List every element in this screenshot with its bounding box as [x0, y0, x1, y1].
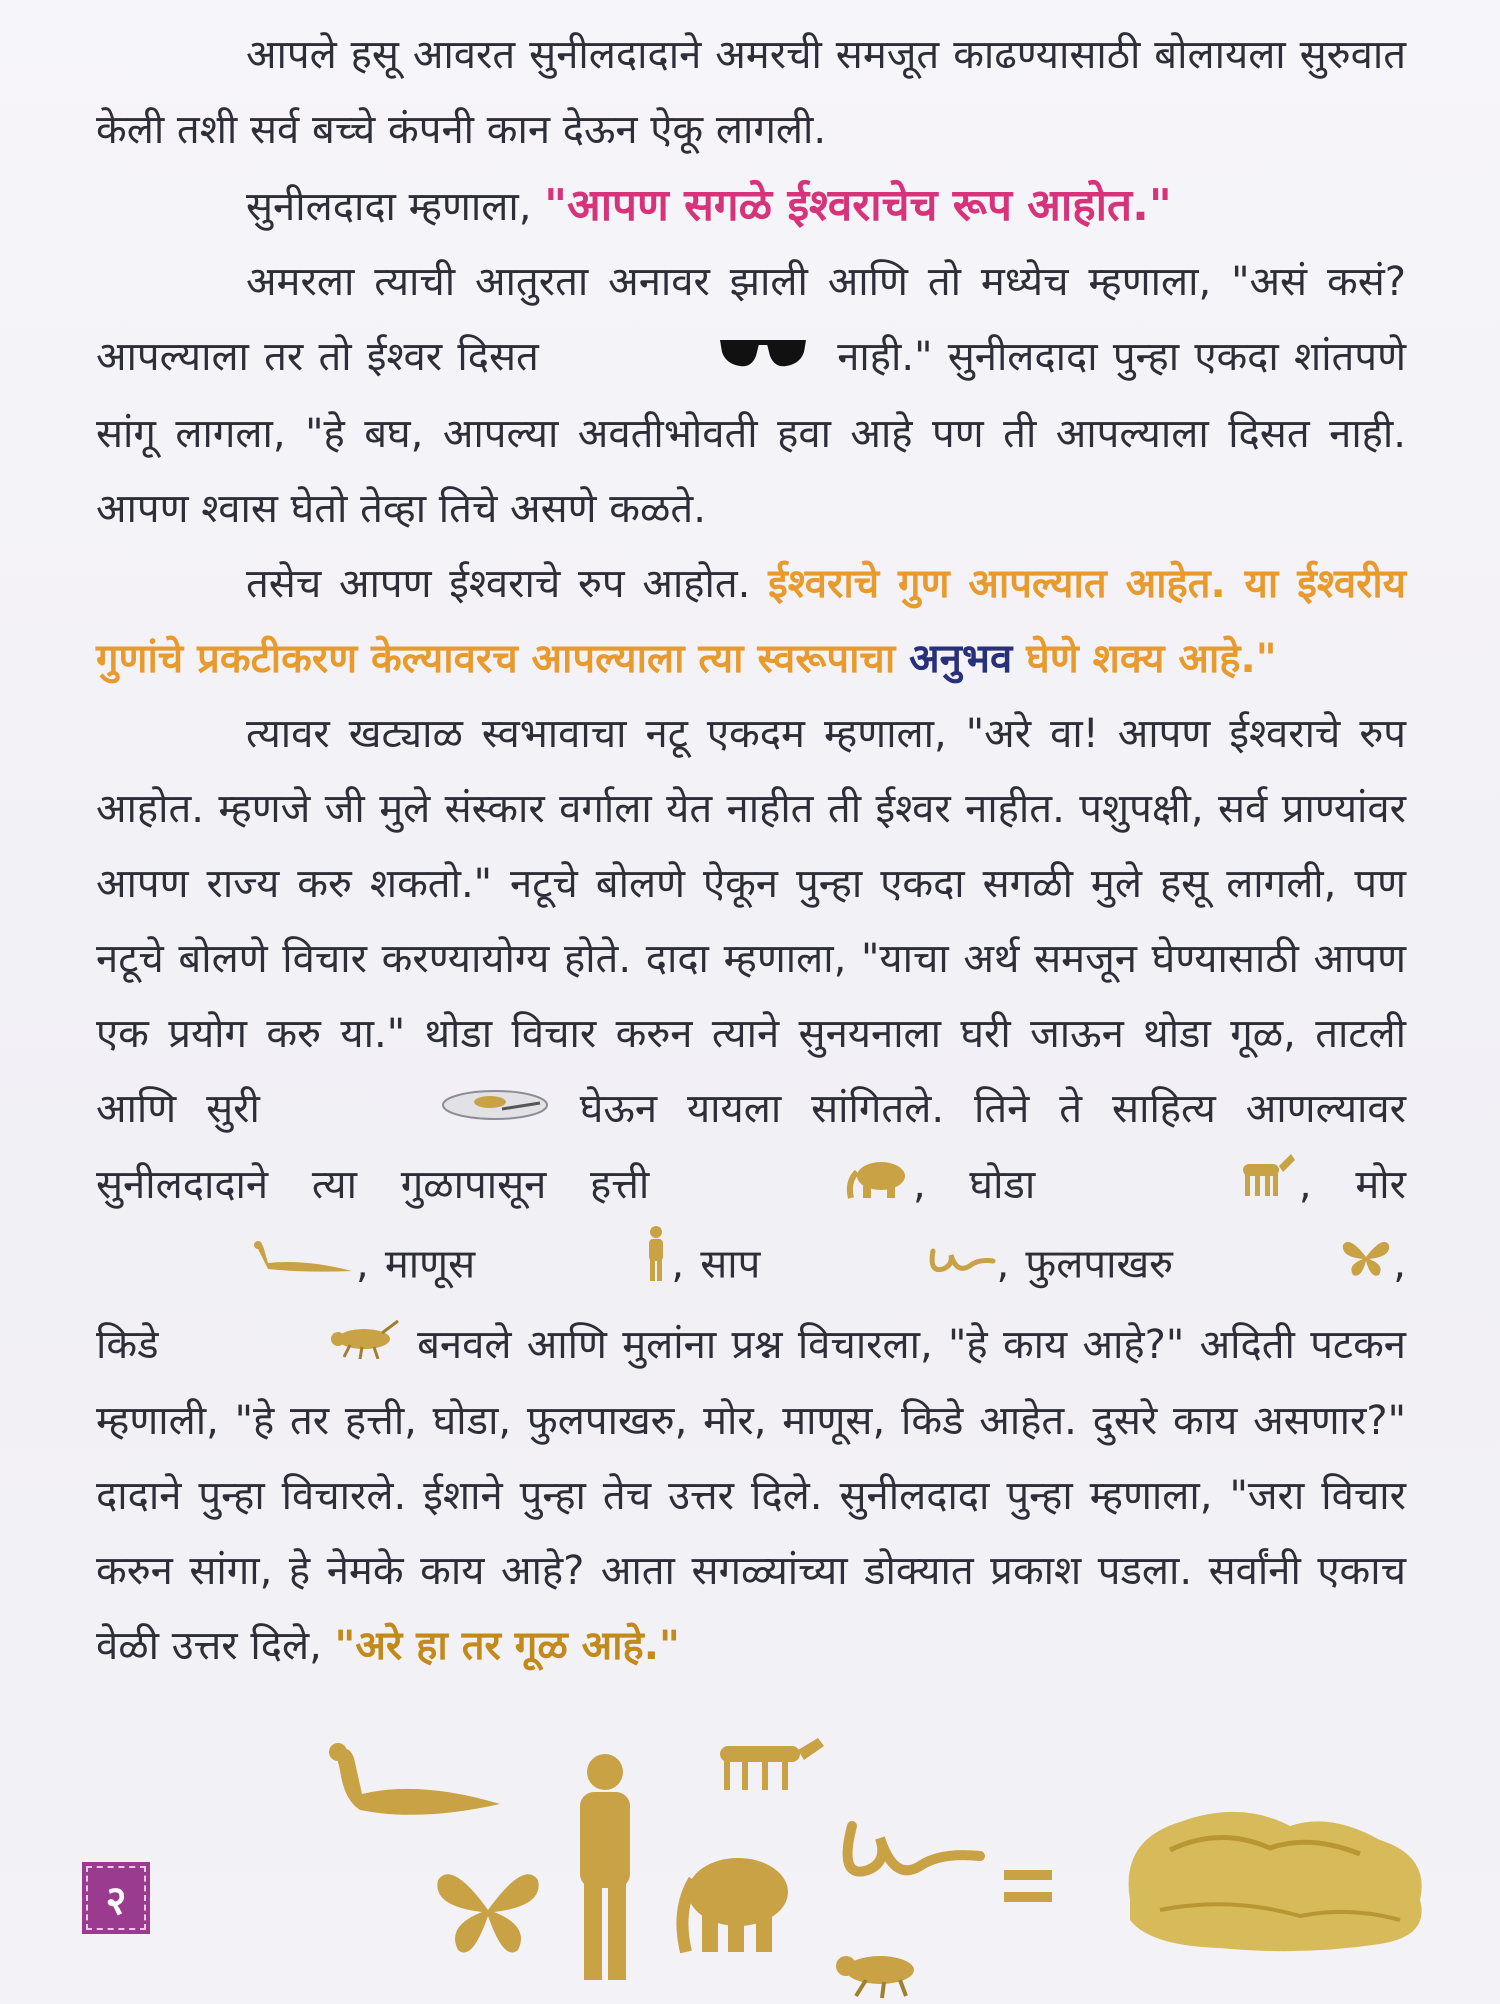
highlight-quote-pink: "आपण सगळे ईश्वराचेच रूप आहोत."	[544, 180, 1172, 231]
page-number-badge: २	[82, 1862, 150, 1934]
man-figure	[580, 1754, 630, 1980]
story-text	[96, 18, 1406, 1684]
elephant-figure	[682, 1858, 788, 1952]
butterfly-figure	[437, 1874, 538, 1952]
plate-knife-icon	[290, 1073, 550, 1148]
text-snake: , साप	[671, 1241, 761, 1287]
paragraph-5-text-i: बनवले आणि मुलांना प्रश्न विचारला, "हे काय आहे?" अदिती पटकन म्हणाली, "हे तर हत्ती, घोडा, फुलपाखरु, मोर, माणूस, किडे आहेत. दुसरे काय असणार?" दादाने पुन्हा विचारले. ईशाने पुन्हा तेच उत्तर दिले. सुनीलदादा पुन्हा म्हणाला, "जरा विचार करुन सांगा, हे नेमके काय आहे? आता सगळ्यांच्या डोक्यात प्रकाश पडला. सर्वांनी एकाच वेळी उत्तर दिले,	[96, 1321, 1406, 1669]
insect-figure	[836, 1956, 914, 1998]
paragraph-4-prefix: तसेच आपण ईश्वराचे रुप आहोत.	[246, 560, 769, 607]
peacock-icon	[96, 1229, 356, 1304]
jaggery-illustration	[0, 1730, 1500, 2000]
man-icon	[491, 1225, 671, 1308]
highlight-answer-gold: "अरे हा तर गूळ आहे."	[334, 1623, 680, 1669]
paragraph-2-prefix: सुनीलदादा म्हणाला,	[246, 184, 545, 230]
paragraph-4	[96, 547, 1406, 697]
sunglasses-icon	[568, 322, 808, 397]
paragraph-2	[96, 168, 1406, 245]
paragraph-1-text: आपले हसू आवरत सुनीलदादाने अमरची समजूत काढण्यासाठी बोलायला सुरुवात केली तशी सर्व बच्चे कंपनी कान देऊन ऐकू लागली.	[96, 32, 1406, 153]
paragraph-5-text-a: त्यावर खट्याळ स्वभावाचा नटू एकदम म्हणाला, "अरे वा! आपण ईश्वराचे रुप आहोत. म्हणजे जी मुले संस्कार वर्गाला येत नाहीत ती ईश्वर नाहीत. पशुपक्षी, सर्व प्राण्यांवर आपण राज्य करु शकतो." नटूचे बोलणे ऐकून पुन्हा एकदा सगळी मुले हसू लागली, पण नटूचे बोलणे विचार करण्यायोग्य होते. दादा म्हणाला, "याचा अर्थ समजून घेण्यासाठी आपण एक प्रयोग करु या." थोडा विचार करुन त्याने सुनयनाला घरी जाऊन थोडा गूळ, ताटली आणि सुरी	[96, 710, 1406, 1132]
text-butterfly: , फुलपाखरु	[996, 1241, 1174, 1287]
paragraph-1	[96, 18, 1406, 168]
highlight-orange-end: घेणे शक्य आहे."	[1012, 635, 1277, 682]
text-horse: , घोडा	[913, 1162, 1036, 1208]
snake-figure	[848, 1826, 980, 1872]
jaggery-lump	[1129, 1812, 1422, 1951]
horse-figure	[720, 1738, 824, 1790]
peacock-figure	[329, 1743, 500, 1815]
paragraph-3	[96, 245, 1406, 547]
highlight-navy: अनुभव	[909, 635, 1013, 682]
insect-icon	[174, 1309, 402, 1384]
text-peacock: , मोर	[1298, 1162, 1406, 1208]
butterfly-icon	[1189, 1229, 1393, 1304]
paragraph-3-text-b: नाही." सुनीलदादा पुन्हा एकदा शांतपणे सांगू लागला, "हे बघ, आपल्या अवतीभोवती हवा आहे पण ती आपल्याला दिसत नाही. आपण श्वास घेतो तेव्हा तिचे असणे कळते.	[96, 334, 1406, 532]
horse-icon	[1079, 1150, 1299, 1225]
paragraph-5	[96, 697, 1406, 1685]
snake-icon	[777, 1229, 997, 1304]
paragraph-5-text-b: घेऊन यायला सांगितले. तिने ते साहित्य आणल्यावर सुनीलदादाने त्या गुळापासून हत्ती	[96, 1085, 1407, 1208]
highlight-orange: ईश्वराचे गुण आपल्यात आहेत. या ईश्वरीय गुणांचे प्रकटीकरण केल्यावरच आपल्याला त्या स्वरूपाचा	[96, 560, 1406, 682]
elephant-icon	[693, 1150, 913, 1225]
equals-sign	[1004, 1870, 1052, 1902]
paragraph-3-text-a: अमरला त्याची आतुरता अनावर झाली आणि तो मध्येच म्हणाला, "असं कसं? आपल्याला तर तो ईश्वर दिसत	[96, 259, 1406, 380]
text-man: , माणूस	[356, 1241, 476, 1287]
text-insect: , किडे	[96, 1241, 1407, 1368]
